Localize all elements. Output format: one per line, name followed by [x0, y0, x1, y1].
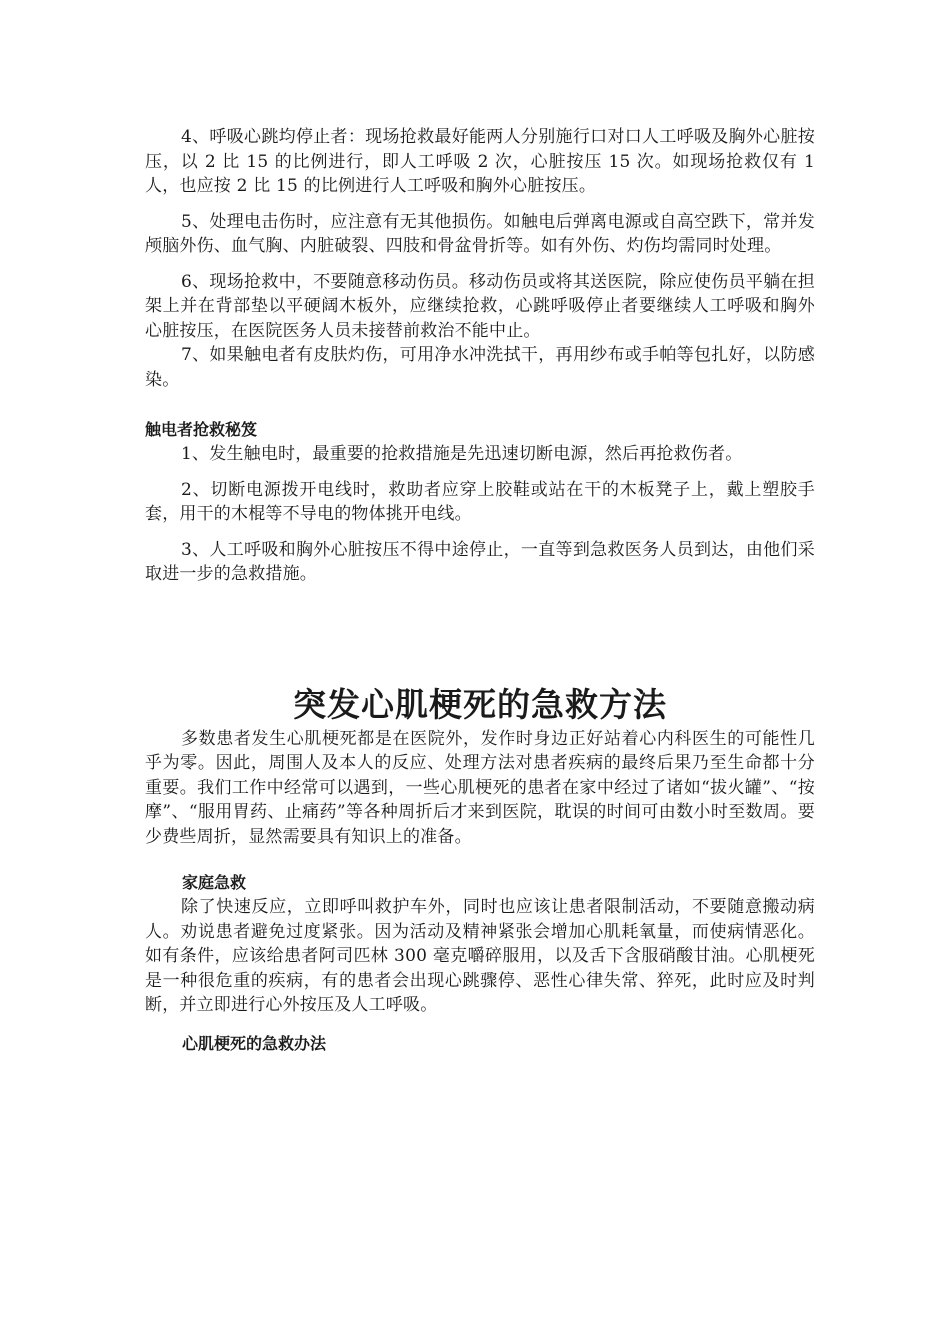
- tip-item-3: 3、人工呼吸和胸外心脏按压不得中途停止，一直等到急救医务人员到达，由他们采取进一步的急救措施。: [145, 539, 815, 584]
- home-first-aid-text: 除了快速反应，立即呼叫救护车外，同时也应该让患者限制活动，不要随意搬动病人。劝说患者避免过度紧张。因为活动及精神紧张会增加心肌耗氧量，而使病情恶化。如有条件，应该给患者阿司匹林 300 毫克嚼碎服用，以及舌下含服硝酸甘油。心肌梗死是一种很危重的疾病，有的患者会出现心跳骤停、恶性心律失常、猝死，此时应及时判断，并立即进行心外按压及人工呼吸。: [145, 897, 815, 1015]
- tip-item-1: 1、发生触电时，最重要的抢救措施是先迅速切断电源，然后再抢救伤者。: [181, 444, 743, 464]
- paragraph-item-7: 7、如果触电者有皮肤灼伤，可用净水冲洗拭干，再用纱布或手帕等包扎好，以防感染。: [145, 345, 815, 390]
- section-heading-home-first-aid: 家庭急救: [182, 873, 247, 892]
- paragraph-item-5: 5、处理电击伤时，应注意有无其他损伤。如触电后弹离电源或自高空跌下，常并发颅脑外伤、血气胸、内脏破裂、四肢和骨盆骨折等。如有外伤、灼伤均需同时处理。: [145, 211, 815, 256]
- paragraph-item-4: 4、呼吸心跳均停止者：现场抢救最好能两人分别施行口对口人工呼吸及胸外心脏按压，以 2 比 15 的比例进行，即人工呼吸 2 次，心脏按压 15 次。如现场抢救仅有 1 人，也应按 2 比 15 的比例进行人工呼吸和胸外心脏按压。: [145, 127, 815, 196]
- document-page: [145, 125, 815, 1056]
- section-heading-rescue-tips: 触电者抢救秘笈: [145, 420, 258, 439]
- section-heading-mi-first-aid: 心肌梗死的急救办法: [182, 1033, 327, 1053]
- tip-item-2: 2、切断电源拨开电线时，救助者应穿上胶鞋或站在干的木板凳子上，戴上塑胶手套，用干的木棍等不导电的物体挑开电线。: [145, 479, 815, 524]
- article-intro: 多数患者发生心肌梗死都是在医院外，发作时身边正好站着心内科医生的可能性几乎为零。因此，周围人及本人的反应、处理方法对患者疾病的最终后果乃至生命都十分重要。我们工作中经常可以遇到，一些心肌梗死的患者在家中经过了诸如“拔火罐”、“按摩”、“服用胃药、止痛药”等各种周折后才来到医院，耽误的时间可由数小时至数周。要少费些周折，显然需要具有知识上的准备。: [145, 728, 815, 847]
- paragraph-item-6: 6、现场抢救中，不要随意移动伤员。移动伤员或将其送医院，除应使伤员平躺在担架上并在背部垫以平硬阔木板外，应继续抢救，心跳呼吸停止者要继续人工呼吸和胸外心脏按压，在医院医务人员未接替前救治不能中止。: [145, 271, 815, 341]
- article-title: 突发心肌梗死的急救方法: [293, 684, 667, 724]
